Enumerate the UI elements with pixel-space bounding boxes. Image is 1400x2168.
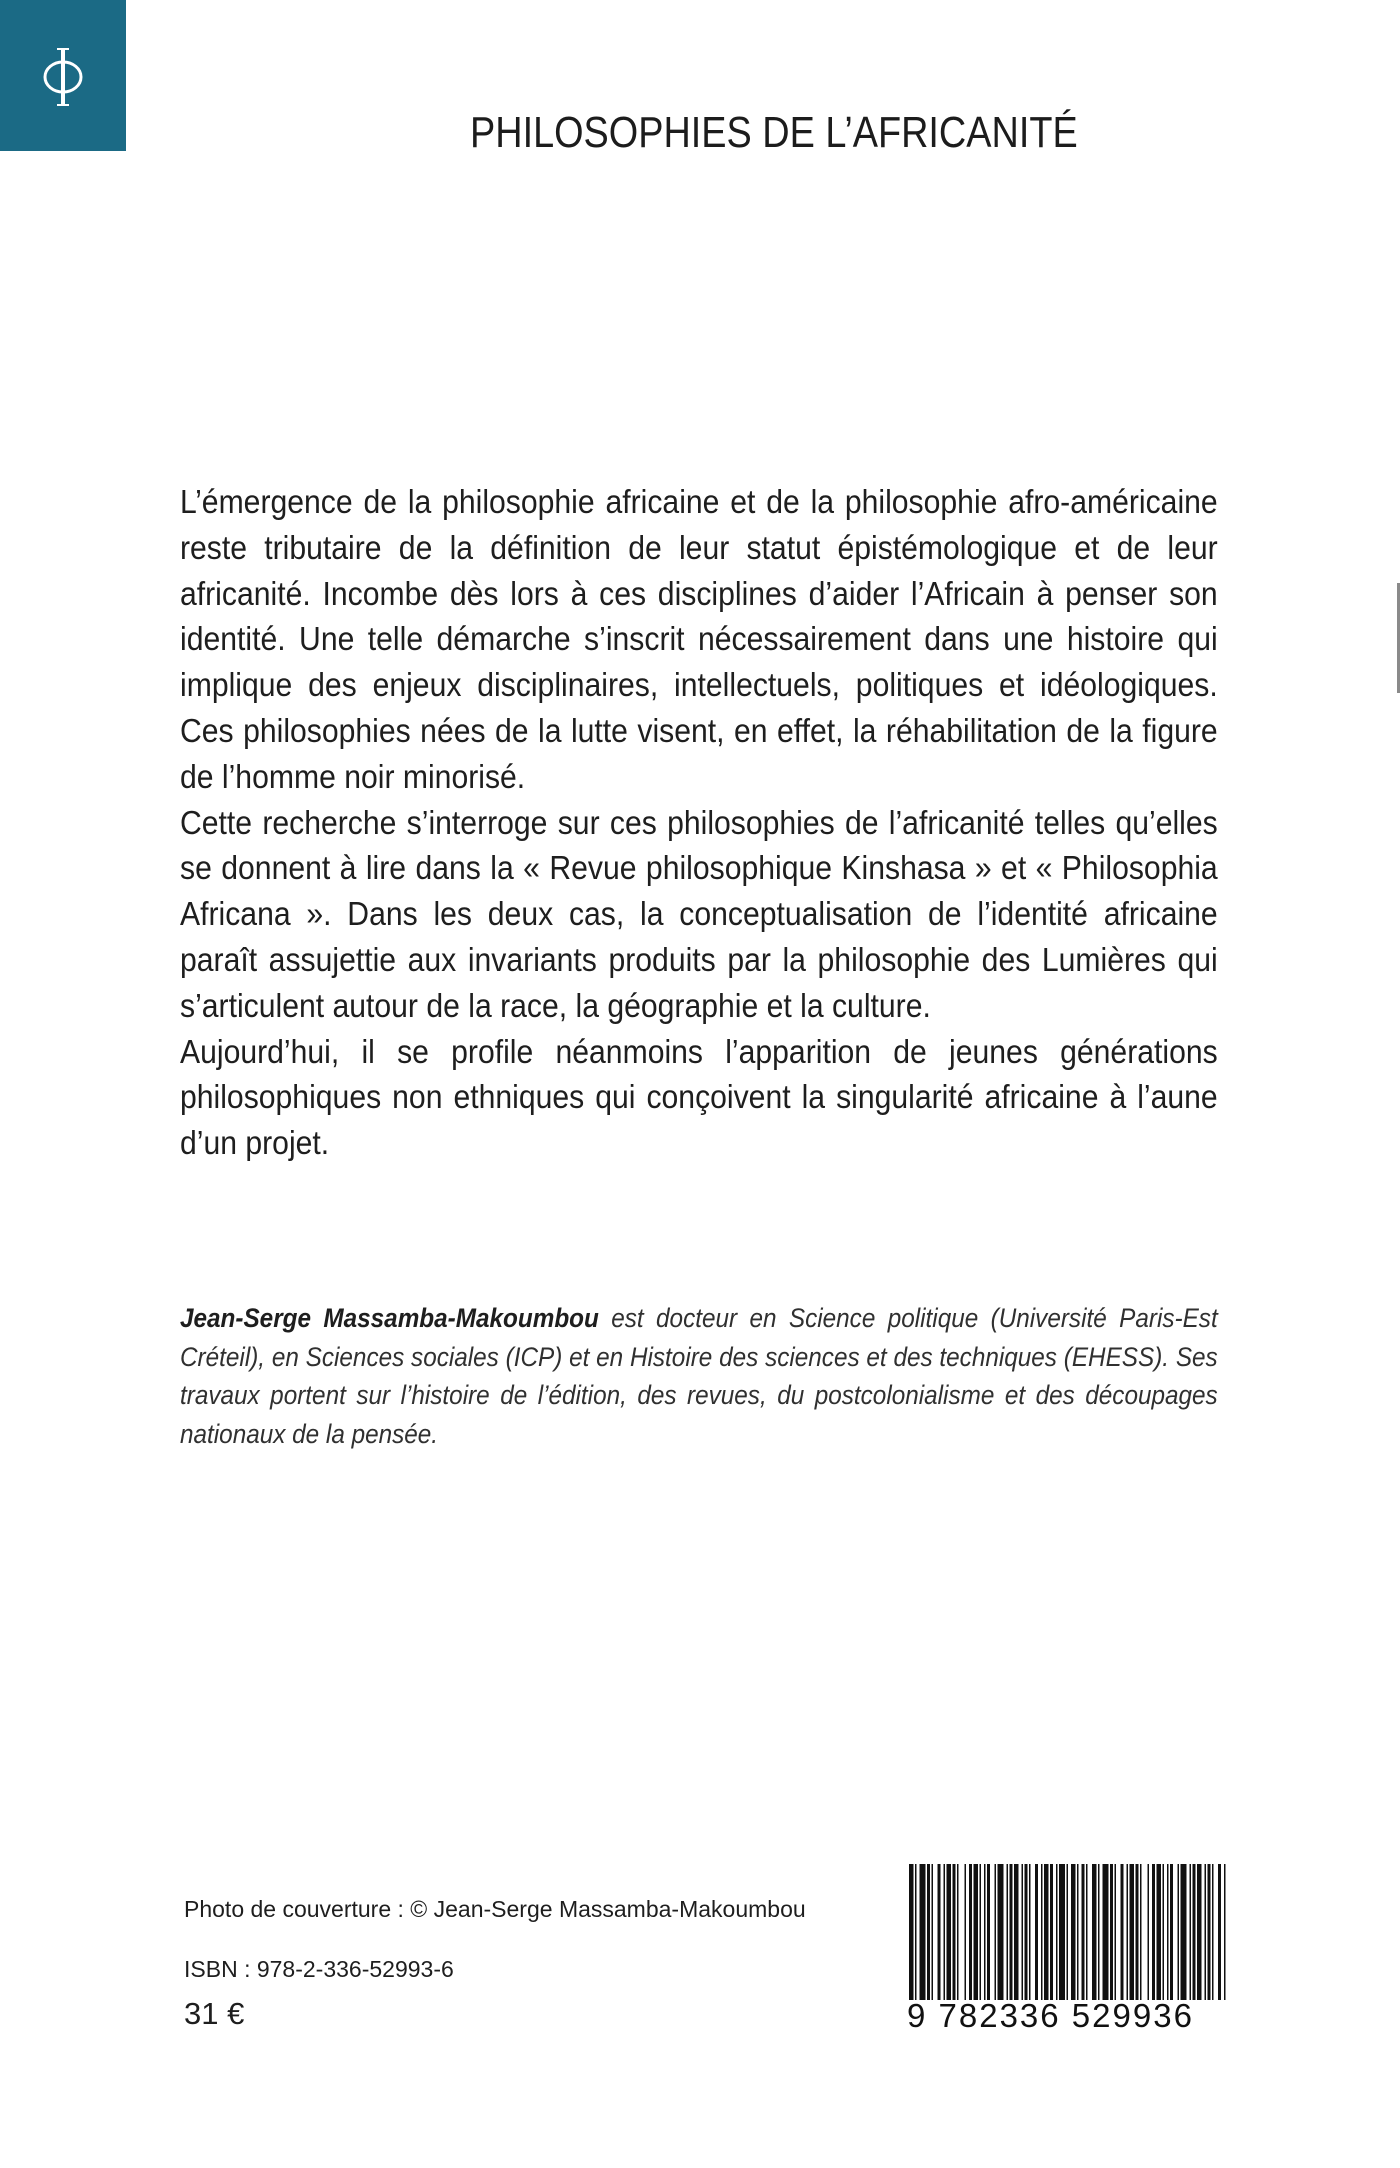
barcode-bar: [1152, 1864, 1155, 2000]
barcode-bar: [957, 1864, 959, 2000]
summary-paragraph: L’émergence de la philosophie africaine et de la philosophie afro-américaine reste tributaire de la définition de leur statut épistémologique et de leur africanité. Incombe dès lors à ces disciplines d’aider l’Africain à penser son identité. Une telle démarche s’inscrit nécessairement dans une histoire qui implique des enjeux disciplinaires, intellectuels, politiques et idéologiques. Ces philosophies nées de la lutte visent, en effet, la réhabilitation de la figure de l’homme noir minorisé.: [180, 484, 1218, 796]
barcode-bar: [909, 1864, 914, 2000]
barcode-bar: [1007, 1864, 1009, 2000]
barcode-bar: [987, 1864, 990, 2000]
barcode-bar: [1190, 1864, 1192, 2000]
barcode-bar: [1056, 1864, 1058, 2000]
barcode-bar: [1127, 1864, 1129, 2000]
barcode-bar: [1010, 1864, 1013, 2000]
barcode-bar: [1035, 1864, 1038, 2000]
book-title: PHILOSOPHIES DE L’AFRICANITÉ: [470, 108, 1078, 157]
barcode-bar: [1136, 1864, 1139, 2000]
barcode-bar: [1181, 1864, 1187, 2000]
barcode-bar: [1050, 1864, 1053, 2000]
barcode-bar: [1218, 1864, 1221, 2000]
author-biography: [180, 1299, 1218, 1453]
summary-paragraph: Aujourd’hui, il se profile néanmoins l’apparition de jeunes générations philosophiques non ethniques qui conçoivent la singularité africaine à l’aune d’un projet.: [180, 1033, 1218, 1163]
barcode-bar: [1208, 1864, 1211, 2000]
barcode-bar: [947, 1864, 952, 2000]
back-cover-summary: [180, 480, 1218, 1167]
barcode-bar: [932, 1864, 934, 2000]
price: 31 €: [184, 1996, 245, 2031]
barcode-bar: [938, 1864, 941, 2000]
barcode-bar: [1167, 1864, 1169, 2000]
barcode-bar: [915, 1864, 917, 2000]
barcode-bar: [974, 1864, 979, 2000]
barcode-bar: [1098, 1864, 1100, 2000]
barcode-bar: [1092, 1864, 1097, 2000]
barcode-bar: [1115, 1864, 1117, 2000]
barcode-bar: [1140, 1864, 1142, 2000]
barcode-bar: [1193, 1864, 1196, 2000]
barcode-bar: [1103, 1864, 1109, 2000]
barcode-bar: [1082, 1864, 1085, 2000]
barcode-bar: [1157, 1864, 1162, 2000]
barcode-bar: [1178, 1864, 1180, 2000]
barcode-bar: [1130, 1864, 1135, 2000]
barcode-bar: [1170, 1864, 1173, 2000]
author-name: Jean-Serge Massamba-Makoumbou: [180, 1303, 599, 1333]
photo-credit: Photo de couverture : © Jean-Serge Massamba-Makoumbou: [184, 1896, 806, 1922]
barcode-bar: [1110, 1864, 1113, 2000]
barcode-bars-icon: [907, 1864, 1229, 2004]
barcode-bar: [927, 1864, 930, 2000]
barcode-bar: [980, 1864, 982, 2000]
barcode-bar: [1212, 1864, 1214, 2000]
barcode-bar: [1022, 1864, 1024, 2000]
barcode-bar: [984, 1864, 986, 2000]
barcode-bar: [1077, 1864, 1079, 2000]
barcode-bar: [1044, 1864, 1049, 2000]
barcode-bar: [1205, 1864, 1207, 2000]
barcode-bar: [1067, 1864, 1069, 2000]
barcode-bar: [965, 1864, 967, 2000]
barcode-bar: [1014, 1864, 1019, 2000]
barcode-bar: [1059, 1864, 1065, 2000]
barcode-bar: [1041, 1864, 1043, 2000]
phi-symbol-icon: [33, 41, 93, 111]
barcode-digits: 9 782336 529936: [907, 1997, 1194, 2034]
barcode-bar: [953, 1864, 956, 2000]
author-bio-text: est docteur en Science politique (Université Paris-Est Créteil), en Sciences sociales (ICP) et en Histoire des sciences et des techniques (EHESS). Ses travaux portent sur l’histoire de l’édition, des revues, du postcolonialisme et des découpages nationaux de la pensée.: [180, 1303, 1218, 1449]
isbn: ISBN : 978-2-336-52993-6: [184, 1956, 454, 1982]
barcode-bar: [1121, 1864, 1124, 2000]
barcode-bar: [1224, 1864, 1226, 2000]
barcode-bar: [998, 1864, 1004, 2000]
barcode-bar: [1086, 1864, 1088, 2000]
barcode-bar: [1025, 1864, 1028, 2000]
barcode-bar: [1197, 1864, 1202, 2000]
barcode-bar: [995, 1864, 997, 2000]
barcode-bar: [1148, 1864, 1150, 2000]
barcode-bar: [1163, 1864, 1165, 2000]
publisher-logo: [0, 0, 126, 151]
summary-paragraph: Cette recherche s’interroge sur ces philosophies de l’africanité telles qu’elles se donnent à lire dans la « Revue philosophique Kinshasa » et « Philosophia Africana ». Dans les deux cas, la conceptualisation de l’identité africaine paraît assujettie aux invariants produits par la philosophie des Lumières qui s’articulent autour de la race, la géographie et la culture.: [180, 804, 1218, 1025]
barcode-bar: [969, 1864, 972, 2000]
barcode-bar: [920, 1864, 926, 2000]
barcode-bar: [1029, 1864, 1031, 2000]
barcode-bar: [1071, 1864, 1076, 2000]
barcode-bar: [944, 1864, 946, 2000]
